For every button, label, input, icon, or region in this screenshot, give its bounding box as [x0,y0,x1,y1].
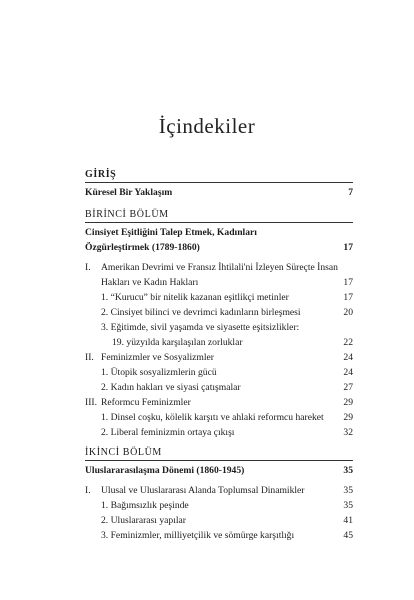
toc-entry-subsection[interactable]: 1. Ütopik sosyalizmlerin gücü 24 [101,367,353,378]
section-heading-giris: GİRİŞ [85,169,117,180]
page-number: 27 [343,382,353,393]
subsection-title-line: 3. Eğitimde, sivil yaşamda ve siyasette eşitsizlikler: [101,322,300,333]
page-number: 17 [343,277,353,288]
chapter-numeral: I. [85,262,91,273]
page-number: 17 [343,292,353,303]
toc-entry-subsection[interactable]: 1. “Kurucu” bir nitelik kazanan eşitlikçi metinler 17 [101,292,353,303]
toc-entry-chapter[interactable]: Hakları ve Kadın Hakları 17 [101,277,353,288]
toc-entry-part-1[interactable]: Özgürleştirmek (1789-1860) 17 [85,242,353,253]
page-title: İçindekiler [158,114,256,138]
toc-entry-subsection[interactable]: 2. Liberal feminizmin ortaya çıkışı 32 [101,427,353,438]
toc-entry-subsection[interactable]: 2. Kadın hakları ve siyasi çatışmalar 27 [101,382,353,393]
page-number: 41 [343,515,353,526]
page-number: 29 [343,397,353,408]
toc-entry-chapter[interactable]: Ulusal ve Uluslararası Alanda Toplumsal Dinamikler 35 [101,485,353,496]
part-title-line: Cinsiyet Eşitliğini Talep Etmek, Kadınları [85,227,257,238]
chapter-numeral: I. [85,485,91,496]
toc-entry-kuresel[interactable]: Küresel Bir Yaklaşım 7 [85,187,353,198]
toc-entry-subsection[interactable]: 19. yüzyılda karşılaşılan zorluklar 22 [112,337,353,348]
chapter-numeral: II. [85,352,94,363]
toc-entry-part-2[interactable]: Uluslararasılaşma Dönemi (1860-1945) 35 [85,465,353,476]
section-divider [85,460,353,461]
page-number: 29 [343,412,353,423]
toc-entry-subsection[interactable]: 1. Bağımsızlık peşinde 35 [101,500,353,511]
chapter-title-line: Amerikan Devrimi ve Fransız İhtilali'ni İzleyen Süreçte İnsan [101,262,338,273]
page-number: 24 [343,367,353,378]
page-number: 17 [343,242,353,253]
page-number: 32 [343,427,353,438]
page-number: 35 [343,500,353,511]
section-divider [85,222,353,223]
toc-entry-subsection[interactable]: 1. Dinsel coşku, kölelik karşıtı ve ahlaki reformcu hareket 29 [101,412,353,423]
chapter-numeral: III. [85,397,97,408]
toc-entry-chapter[interactable]: Feminizmler ve Sosyalizmler 24 [101,352,353,363]
toc-entry-subsection[interactable]: 2. Cinsiyet bilinci ve devrimci kadınların birleşmesi 20 [101,307,353,318]
toc-entry-subsection[interactable]: 3. Feminizmler, milliyetçilik ve sömürge karşıtlığı 45 [101,530,353,541]
page-number: 45 [343,530,353,541]
page-number: 20 [343,307,353,318]
page-number: 7 [348,187,353,198]
section-heading-birinci-bolum: BİRİNCİ BÖLÜM [85,209,169,220]
page-number: 35 [343,465,353,476]
toc-entry-subsection[interactable]: 2. Uluslararası yapılar 41 [101,515,353,526]
page-number: 22 [343,337,353,348]
section-heading-ikinci-bolum: İKİNCİ BÖLÜM [85,447,162,458]
page-number: 35 [343,485,353,496]
toc-entry-chapter[interactable]: Reformcu Feminizmler 29 [101,397,353,408]
page-number: 24 [343,352,353,363]
section-divider [85,182,353,183]
